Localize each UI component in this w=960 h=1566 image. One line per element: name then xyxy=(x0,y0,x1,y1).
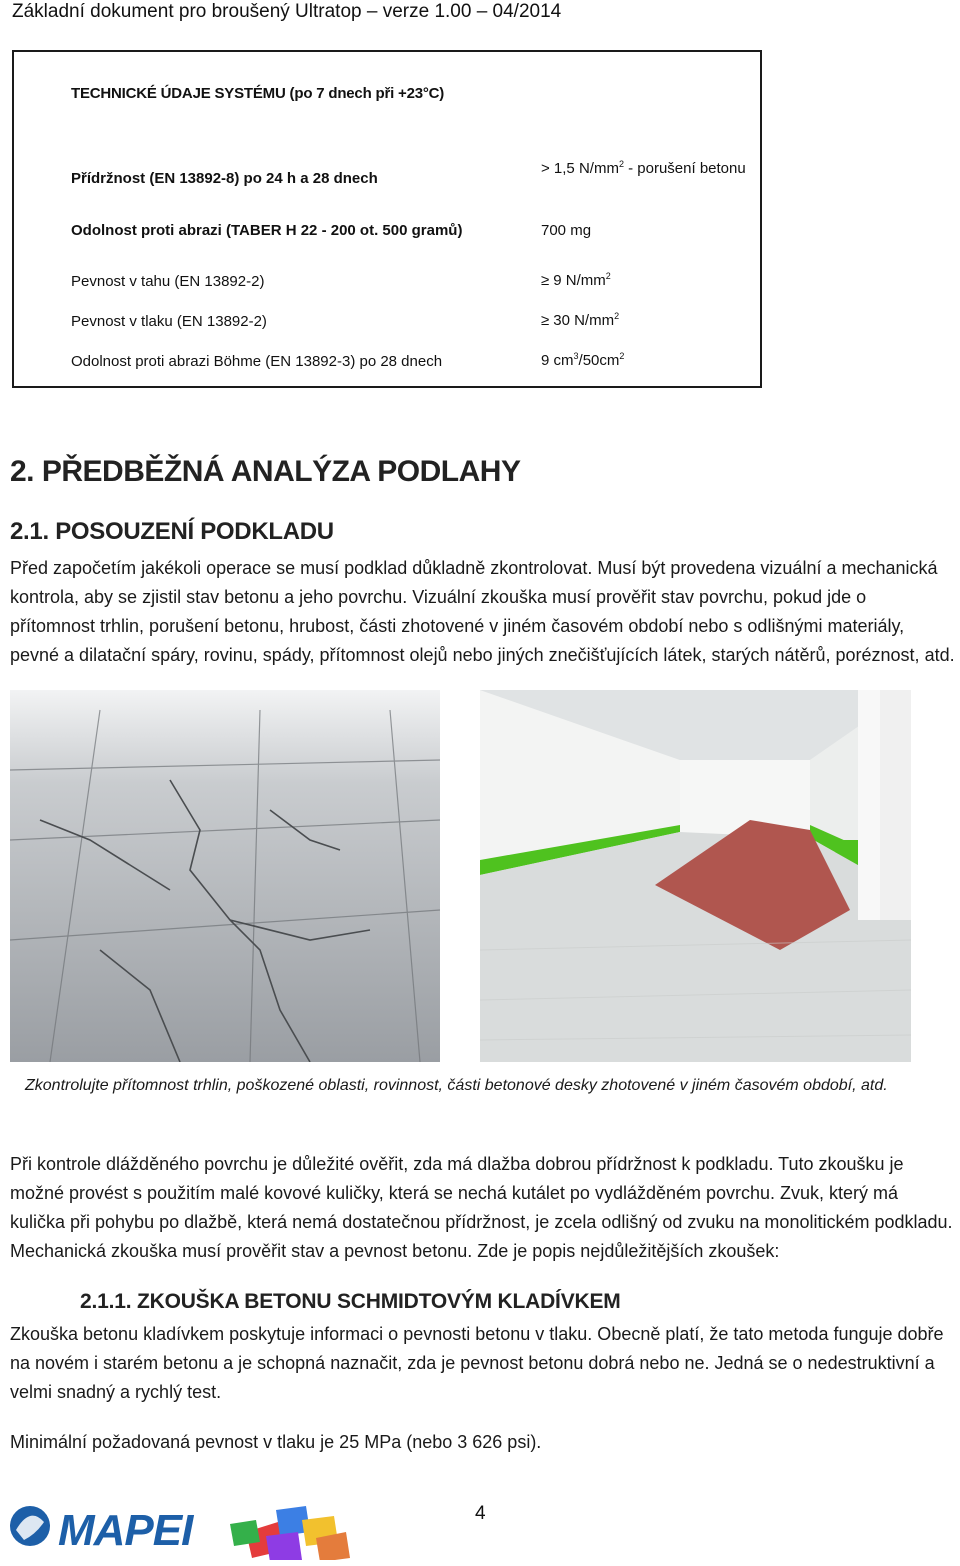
tech-row-value: > 1,5 $N/mm^2$ - porušení betonu xyxy=(541,159,746,177)
subsection-title: 2.1. POSOUZENÍ PODKLADU xyxy=(10,518,334,545)
mapei-emblem-icon xyxy=(10,1506,50,1546)
tech-row-label: Pevnost v tlaku (EN 13892-2) xyxy=(71,313,267,330)
tech-row-value: 700 mg xyxy=(541,222,592,239)
tech-row-value: ≥ 9 $N/mm^2$ xyxy=(541,271,611,289)
cracked-concrete-photo xyxy=(10,690,440,1062)
tech-row-label: Odolnost proti abrazi Böhme (EN 13892-3) po 28 dnech xyxy=(71,353,443,370)
photo-caption: Zkontrolujte přítomnost trhlin, poškozené oblasti, rovinnost, části betonové desky zhotovené v jiném časovém období, atd. xyxy=(25,1077,888,1094)
document-header: Základní dokument pro broušený Ultratop – verze 1.00 – 04/2014 xyxy=(12,1,562,22)
tech-row-label: Pevnost v tahu (EN 13892-2) xyxy=(71,273,265,290)
paragraph-min-strength: Minimální požadovaná pevnost v tlaku je 25 MPa (nebo 3 626 psi). xyxy=(10,1432,542,1452)
tech-row-label: Přídržnost (EN 13892-8) po 24 h a 28 dnech xyxy=(71,170,378,187)
paragraph-schmidt-test: Zkouška betonu kladívkem poskytuje informaci o pevnosti betonu v tlaku. Obecně platí, že tato metoda funguje dobře na novém i starém betonu a je schopná naznačit, zda je pevnost betonu dobrá nebo ne. Jedná se o nedestruktivní a velmi snadný a rychlý test. xyxy=(10,1324,944,1402)
tech-row-value: ≥ 30 $N/mm^2$ xyxy=(541,311,620,329)
mapei-logo xyxy=(6,1500,356,1565)
tech-row-label: Odolnost proti abrazi (TABER H 22 - 200 ot. 500 gramů) xyxy=(71,222,463,239)
technical-data-title: TECHNICKÉ ÚDAJE SYSTÉMU (po 7 dnech při +23°C) xyxy=(71,85,445,102)
page-number: 4 xyxy=(475,1503,486,1524)
technical-data-box xyxy=(12,50,762,388)
paragraph-inspection: Před započetím jakékoli operace se musí podklad důkladně zkontrolovat. Musí být provedena vizuální a mechanická kontrola, aby se zjistil stav betonu a jeho povrchu. Vizuální zkouška musí prověřit stav povrchu, pokud jde o přítomnost trhlin, porušení betonu, hrubost, části zhotovené v jiném časovém období nebo s odlišnými materiály, pevné a dilatační spáry, rovinu, spády, přítomnost olejů nebo jiných znečišťujících látek, starých nátěrů, poréznost, atd. xyxy=(10,558,955,665)
warehouse-floor-photo xyxy=(480,690,911,1062)
section-title: 2. PŘEDBĚŽNÁ ANALÝZA PODLAHY xyxy=(10,455,521,488)
tech-row-value: 9 $cm^3/50cm^2$ xyxy=(541,351,625,369)
paragraph-tile-check: Při kontrole dlážděného povrchu je důležité ověřit, zda má dlažba dobrou přídržnost k podkladu. Tuto zkoušku je možné provést s použitím malé kovové kuličky, která se nechá kutálet po vydlážděném povrchu. Zvuk, který má kulička při pohybu po dlažbě, která nemá dostatečnou přídržnost, je zcela odlišný od zvuku na monolitickém podkladu. Mechanická zkouška musí prověřit stav a pevnost betonu. Zde je popis nejdůležitějších zkoušek: xyxy=(10,1154,953,1261)
svg-text:MAPEI: MAPEI xyxy=(58,1506,193,1555)
subsubsection-title: 2.1.1. ZKOUŠKA BETONU SCHMIDTOVÝM KLADÍVKEM xyxy=(80,1290,621,1313)
